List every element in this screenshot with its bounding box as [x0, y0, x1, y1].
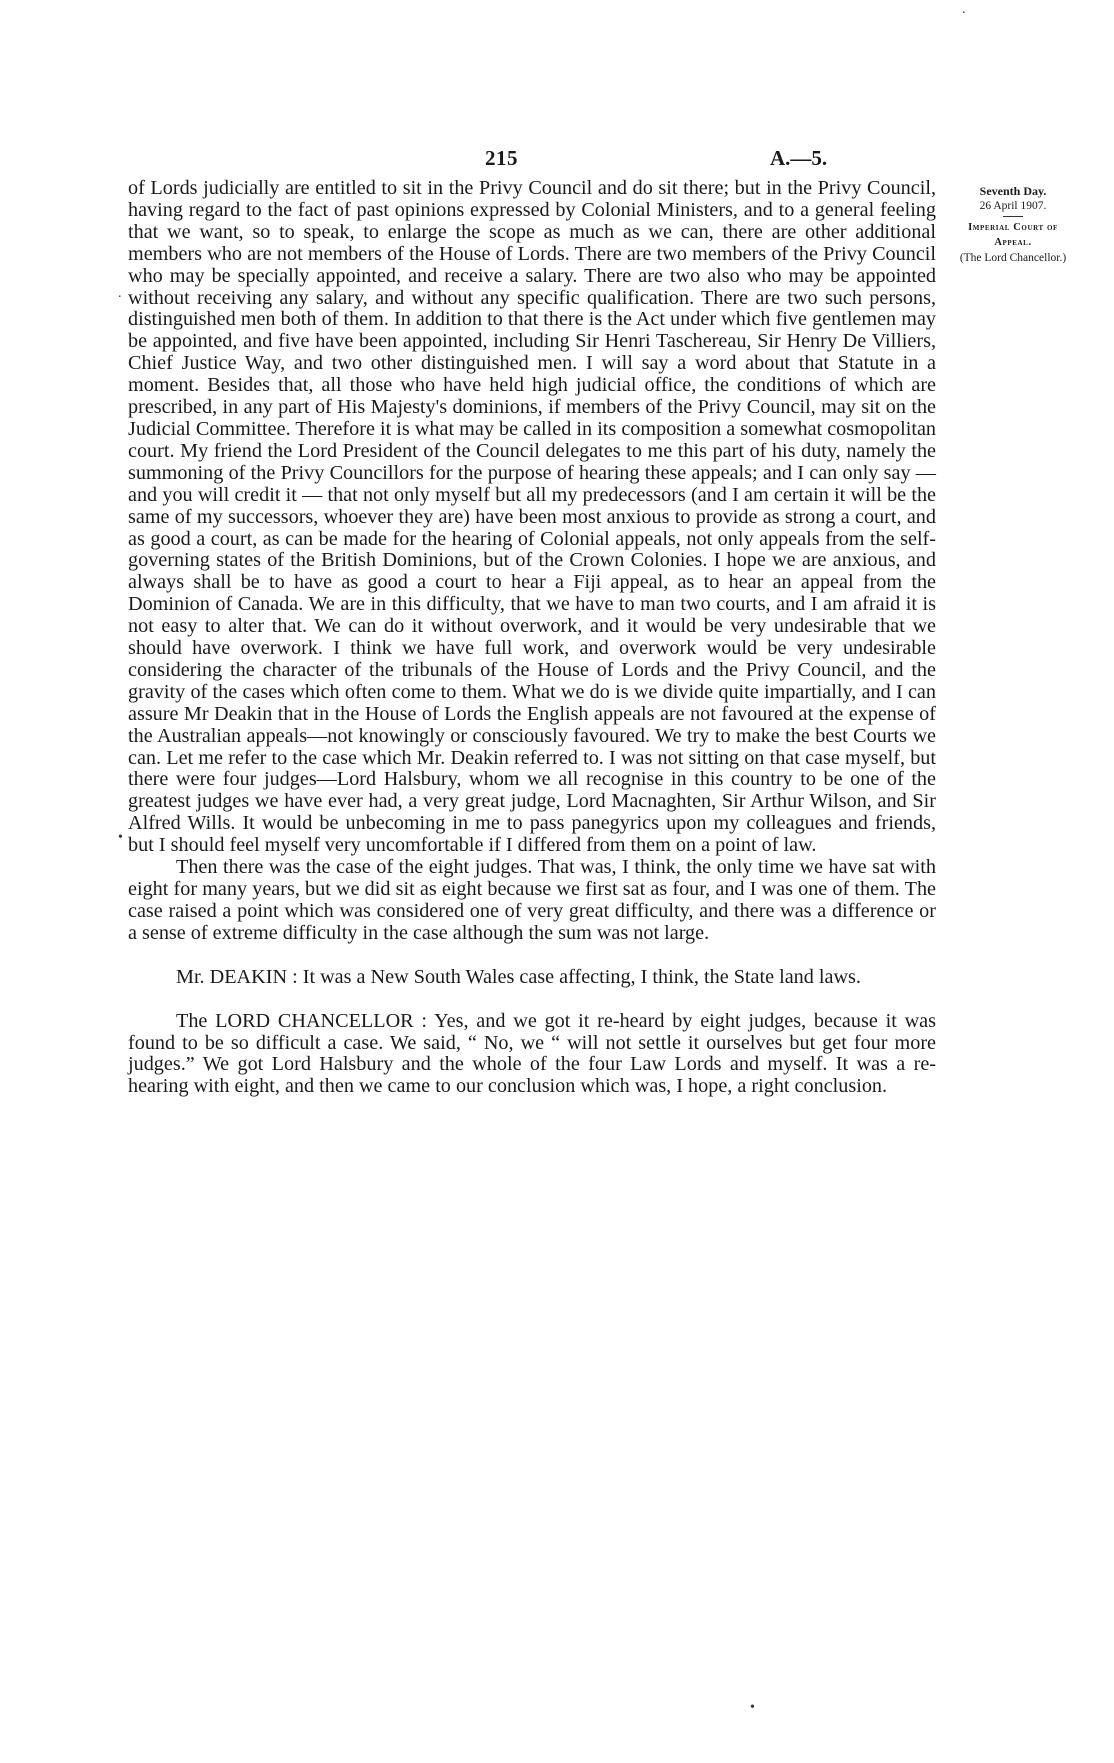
margin-note	[954, 184, 1072, 266]
margin-dot-mark: •	[750, 1700, 755, 1715]
margin-note-subject: Imperial Court of Appeal.	[968, 222, 1058, 248]
margin-note-rule	[1003, 216, 1023, 217]
paragraph-eight-judges: Then there was the case of the eight judges. That was, I think, the only time we have sat with eight for many years, but we did sit as eight because we first sat as four, and I was one of them. The case raised a point which was considered one of very great difficulty, and there was a difference or a sense of extreme difficulty in the case although the sum was not large.	[128, 856, 936, 944]
margin-dot-mark: .	[962, 2, 966, 17]
paragraph-deakin-interjection: Mr. DEAKIN : It was a New South Wales case affecting, I think, the State land laws.	[176, 965, 861, 988]
margin-note-speaker: (The Lord Chancellor.)	[959, 252, 1067, 264]
margin-dot-mark: •	[118, 830, 123, 845]
paragraph-lord-chancellor-reply: The LORD CHANCELLOR : Yes, and we got it re-heard by eight judges, because it was found to be so difficult a case. We said, “ No, we “ will not settle it ourselves but get four more judges.” We got Lord Halsbury and the whole of the four Law Lords and myself. It was a re-hearing with eight, and then we came to our conclusion which was, I hope, a right conclusion.	[128, 1009, 936, 1098]
margin-note-date: 26 April 1907.	[979, 200, 1047, 212]
page-number: 215	[485, 146, 518, 170]
margin-note-day: Seventh Day.	[979, 184, 1047, 198]
margin-dot-mark: .	[118, 286, 122, 301]
body-text	[128, 178, 936, 1098]
document-reference: A.—5.	[770, 146, 828, 170]
paragraph-main-speech: of Lords judicially are entitled to sit in the Privy Council and do sit there; but in the Privy Council, having regard to the fact of past opinions expressed by Colonial Ministers, and to a general feeling that we want, so to speak, to enlarge the scope as much as we can, there are other additional members who are not members of the House of Lords. There are two members of the Privy Council who may be specially appointed, and receive a salary. There are two also who may be appointed without receiving any salary, and without any specific qualification. There are two such persons, distinguished men both of them. In addition to that there is the Act under which five gentlemen may be appointed, and five have been appointed, including Sir Henri Taschereau, Sir Henry De Villiers, Chief Justice Way, and two other distinguished men. I will say a word about that Statute in a moment. Besides that, all those who have held high judicial office, the conditions of which are prescribed, in any part of His Majesty's dominions, if members of the Privy Council, may sit on the Judicial Committee. Therefore it is what may be called in its composition a somewhat cosmopolitan court. My friend the Lord President of the Council delegates to me this part of his duty, namely the summoning of the Privy Councillors for the purpose of hearing these appeals; and I can only say — and you will credit it — that not only myself but all my predecessors (and I am certain it will be the same of my successors, whoever they are) have been most anxious to provide as strong a court, and as good a court, as can be made for the hearing of Colonial appeals, not only appeals from the self-governing states of the British Dominions, but of the Crown Colonies. I hope we are anxious, and always shall be to have as good a court to hear a Fiji appeal, as to hear an appeal from the Dominion of Canada. We are in this difficulty, that we have to man two courts, and I am afraid it is not easy to alter that. We can do it without overwork, and it would be very undesirable that we should have overwork. I think we have full work, and overwork would be very undesirable considering the character of the tribunals of the House of Lords and the Privy Council, and the gravity of the cases which often come to them. What we do is we divide quite impartially, and I can assure Mr Deakin that in the House of Lords the English appeals are not favoured at the expense of the Australian appeals—not knowingly or consciously favoured. We try to make the best Courts we can. Let me refer to the case which Mr. Deakin referred to. I was not sitting on that case myself, but there were four judges—Lord Halsbury, whom we all recognise in this country to be one of the greatest judges we have ever had, a very great judge, Lord Macnaghten, Sir Arthur Wilson, and Sir Alfred Wills. It would be unbecoming in me to pass panegyrics upon my colleagues and friends, but I should feel myself very uncomfortable if I differed from them on a point of law.	[128, 177, 936, 857]
